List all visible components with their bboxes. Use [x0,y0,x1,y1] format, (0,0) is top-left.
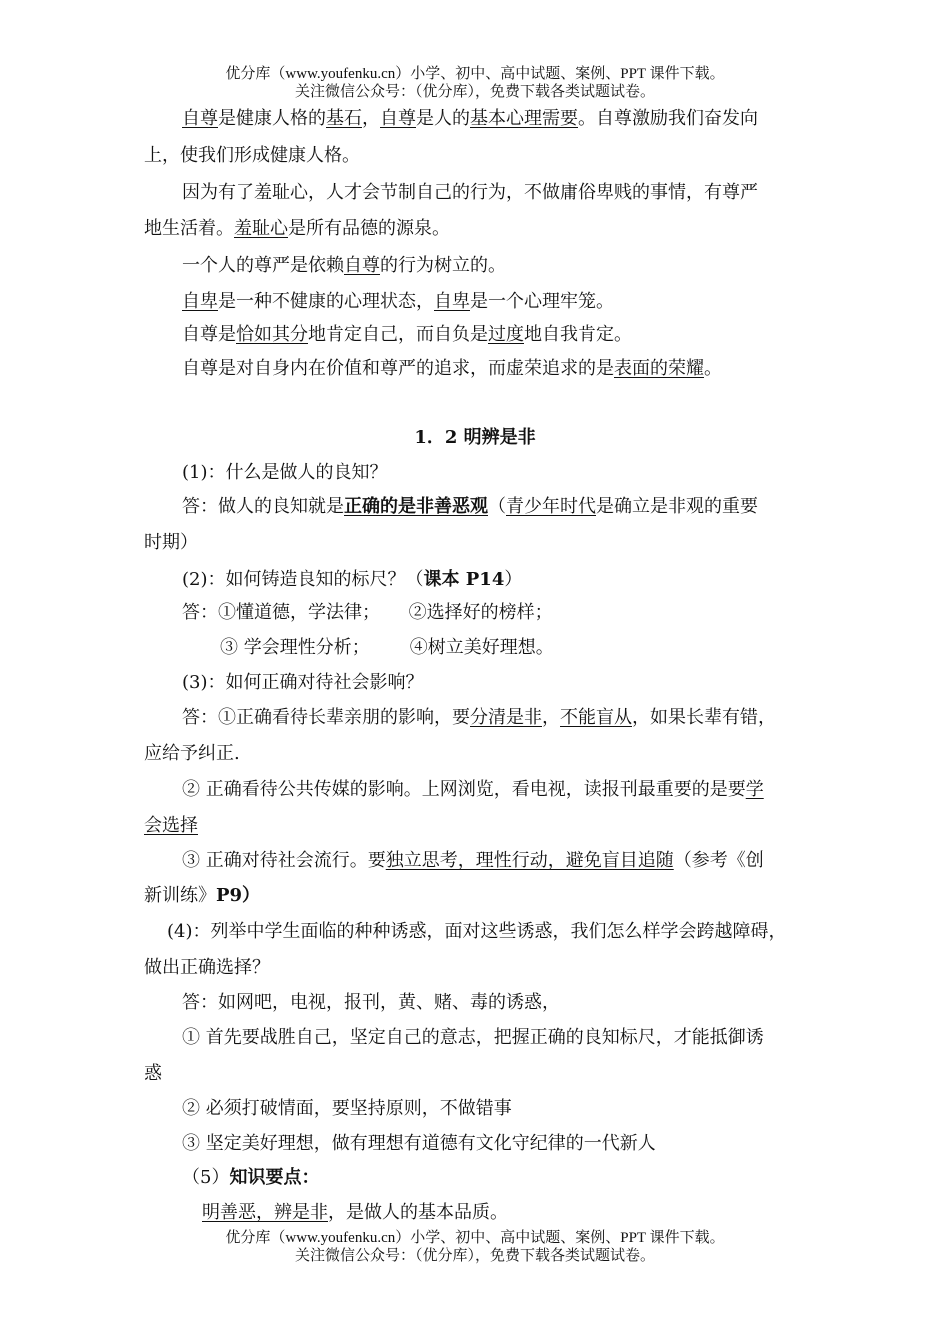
text: 答：做人的良知就是 [182,496,344,517]
answer-3-line-3 [182,849,764,873]
bold-heading: 知识要点： [229,1167,320,1188]
text: 是人的 [416,108,470,129]
answer-3-line-2-continuation [144,814,198,838]
underlined-term: 明善恶，辨是非 [202,1202,328,1223]
text: ，是做人的基本品质。 [328,1202,508,1223]
key-point-1 [202,1201,508,1225]
paragraph-self-affirmation [182,323,632,347]
underlined-term: 会选择 [144,815,198,836]
paragraph-inferiority [182,290,614,314]
text: (2)：如何铸造良知的标尺？（ [182,569,424,590]
underlined-term: 不能盲从 [560,707,632,728]
text: ， [362,108,380,129]
underlined-term: 自尊 [380,108,416,129]
text: （ [488,496,506,517]
text: 是一个心理牢笼。 [470,291,614,312]
underlined-term: 基本心理需要 [470,108,578,129]
question-2 [182,568,522,592]
paragraph-self-esteem [182,107,758,131]
underlined-term: 青少年时代 [506,496,596,517]
answer-4-line-1-continuation: 惑 [144,1063,162,1084]
underlined-term: 自卑 [182,291,218,312]
text: 是一种不健康的心理状态， [218,291,434,312]
answer-3-line-1 [182,706,776,730]
text: 是健康人格的 [218,108,326,129]
answer-1-continuation: 时期） [144,532,198,553]
underlined-term: 分清是非 [470,707,542,728]
footer-line-2: 关注微信公众号：（优分库），免费下载各类试题试卷。 [294,1248,655,1264]
question-4: (4)：列举中学生面临的种种诱惑，面对这些诱惑，我们怎么样学会跨越障碍， [167,921,787,942]
header-line-1: 优分库（www.youfenku.cn）小学、初中、高中试题、案例、PPT 课件下载。 [225,66,725,82]
section-title: 1．2 明辨是非 [414,427,536,448]
bold-reference: P9） [216,885,261,906]
text: 自尊是 [182,324,236,345]
text: 是确立是非观的重要 [596,496,758,517]
text: （参考《创 [673,850,764,871]
question-4-continuation: 做出正确选择？ [144,957,270,978]
underlined-bold-term: 正确的是非善恶观 [344,496,488,517]
text: 地自我肯定。 [524,324,632,345]
question-3: (3)：如何正确对待社会影响？ [182,672,424,693]
text: ③ 正确对待社会流行。要 [182,850,386,871]
text: 地肯定自己，而自负是 [308,324,488,345]
answer-4-intro: 答：如网吧，电视，报刊，黄、赌、毒的诱惑， [182,992,560,1013]
footer-line-1: 优分库（www.youfenku.cn）小学、初中、高中试题、案例、PPT 课件下载。 [225,1230,725,1246]
paragraph-vanity [182,357,722,381]
underlined-term: 自卑 [434,291,470,312]
underlined-term: 自尊 [182,108,218,129]
underlined-term: 羞耻心 [234,218,288,239]
page-header [0,65,950,101]
text: 的行为树立的。 [380,255,506,276]
text: ，如果长辈有错， [632,707,776,728]
answer-4-line-2: ② 必须打破情面，要坚持原则，不做错事 [182,1098,512,1119]
answer-4-line-1: ① 首先要战胜自己，坚定自己的意志，把握正确的良知标尺，才能抵御诱 [182,1027,764,1048]
underlined-term: 过度 [488,324,524,345]
question-5 [182,1166,319,1190]
paragraph-shame: 因为有了羞耻心，人才会节制自己的行为，不做庸俗卑贱的事情，有尊严 [182,182,758,203]
underlined-term: 表面的荣耀 [614,358,704,379]
answer-3-line-1-continuation: 应给予纠正. [144,743,240,764]
text: 答：①正确看待长辈亲朋的影响，要 [182,707,470,728]
answer-3-line-3-continuation [144,884,260,908]
text: 。自尊激励我们奋发向 [578,108,758,129]
bold-reference: 课本 P14 [423,569,505,590]
answer-1 [182,495,758,519]
text: 是所有品德的源泉。 [288,218,450,239]
text: 自尊是对自身内在价值和尊严的追求，而虚荣追求的是 [182,358,614,379]
text: ） [504,569,523,590]
text: ② 正确看待公共传媒的影响。上网浏览，看电视，读报刊最重要的是要 [182,779,746,800]
question-1: (1)：什么是做人的良知？ [182,462,388,483]
underlined-term: 自尊 [344,255,380,276]
text: 新训练》 [144,885,216,906]
text: 一个人的尊严是依赖 [182,255,344,276]
answer-4-line-3: ③ 坚定美好理想，做有理想有道德有文化守纪律的一代新人 [182,1133,656,1154]
answer-3-line-2 [182,778,764,802]
underlined-term: 独立思考，理性行动，避免盲目追随 [385,850,674,871]
text: （5） [182,1167,230,1188]
text: 。 [704,358,722,379]
text: ， [542,707,560,728]
text: 地生活着。 [144,218,234,239]
paragraph-dignity [182,254,506,278]
paragraph-continuation: 上，使我们形成健康人格。 [144,145,360,166]
answer-2-line-1: 答：①懂道德，学法律； ②选择好的榜样； [182,602,553,623]
header-line-2: 关注微信公众号：（优分库），免费下载各类试题试卷。 [294,84,655,100]
answer-2-line-2: ③ 学会理性分析； ④树立美好理想。 [220,637,554,658]
paragraph-continuation [144,217,450,241]
page-footer [0,1229,950,1265]
underlined-term: 恰如其分 [236,324,308,345]
underlined-term: 基石 [326,108,362,129]
underlined-term: 学 [745,779,764,800]
